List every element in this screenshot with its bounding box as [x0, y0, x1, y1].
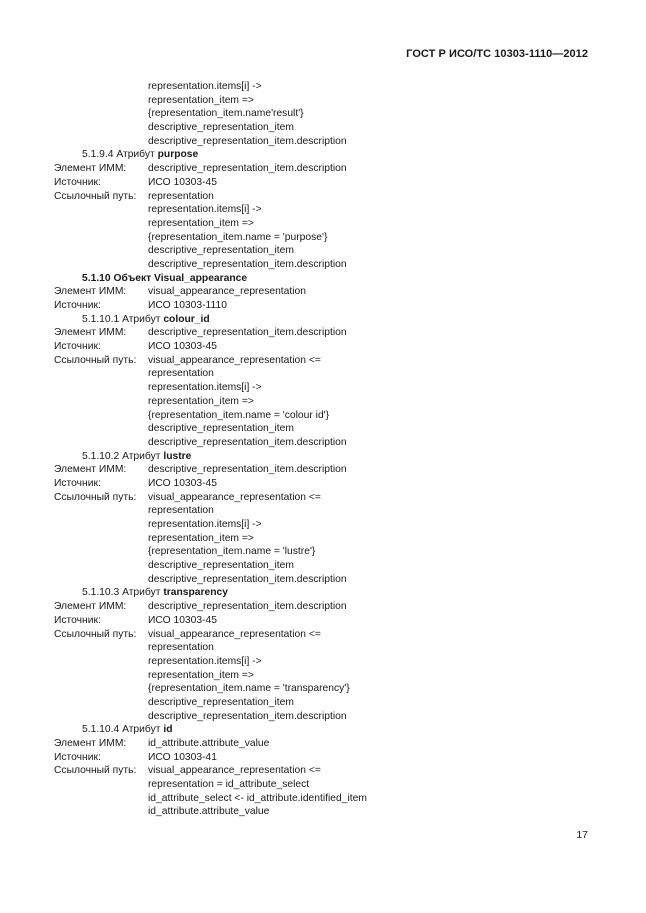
ref-path-line: representation — [148, 368, 214, 380]
section-heading — [54, 450, 614, 464]
ref-path-line: representation_item => — [148, 532, 254, 544]
attribute-name: transparency — [163, 587, 229, 599]
ref-path-row — [54, 628, 614, 642]
ref-path-first: visual_appearance_representation <= — [148, 354, 321, 366]
ref-path-line: representation = id_attribute_select — [148, 779, 310, 791]
source-value: ИСО 10303-1110 — [148, 300, 227, 311]
document-body — [54, 80, 614, 819]
element-value: descriptive_representation_item.description — [148, 464, 347, 476]
element-label: Элемент ИММ: — [54, 464, 127, 476]
source-label: Источник: — [54, 341, 101, 353]
source-label: Источник: — [54, 751, 101, 763]
section-number: 5.1.10.1 Атрибут — [82, 313, 161, 325]
section-heading — [54, 148, 614, 162]
ref-path-row — [54, 354, 614, 368]
ref-path-first: visual_appearance_representation <= — [148, 628, 321, 640]
element-row — [54, 463, 614, 477]
object-heading: 5.1.10 Объект Visual_appearance — [82, 272, 248, 284]
ref-path-label: Ссылочный путь: — [54, 491, 137, 503]
element-value: descriptive_representation_item.description — [148, 601, 347, 613]
element-label: Элемент ИММ: — [54, 601, 127, 613]
ref-path-line: descriptive_representation_item.description — [148, 710, 347, 722]
element-label: Элемент ИММ: — [54, 738, 127, 749]
ref-path-line: descriptive_representation_item.description — [148, 258, 347, 270]
section-number: 5.1.10.2 Атрибут — [82, 450, 161, 462]
ref-path-line: {representation_item.name = 'colour id'} — [148, 409, 330, 421]
ref-path-line: descriptive_representation_item — [148, 245, 294, 257]
ref-path-line: id_attribute.attribute_value — [148, 806, 270, 818]
ref-path-line: descriptive_representation_item — [148, 696, 294, 708]
source-row — [54, 299, 614, 313]
source-label: Источник: — [54, 300, 101, 311]
attribute-name: lustre — [163, 450, 192, 462]
ref-path-line: representation.items[i] -> — [148, 655, 262, 667]
element-value: visual_appearance_representation — [148, 286, 306, 298]
section-heading — [54, 723, 614, 737]
ref-path-line: representation — [148, 505, 214, 517]
element-row — [54, 326, 614, 340]
element-value: id_attribute.attribute_value — [148, 738, 270, 749]
ref-path-line: representation — [148, 642, 214, 654]
section-number: 5.1.10.3 Атрибут — [82, 587, 161, 599]
element-label: Элемент ИММ: — [54, 286, 127, 298]
element-value: descriptive_representation_item.description — [148, 163, 347, 175]
ref-path-line: representation_item => — [148, 395, 254, 407]
element-row — [54, 737, 614, 751]
ref-path-line: descriptive_representation_item.description — [148, 135, 347, 147]
page-number: 17 — [576, 829, 588, 841]
ref-path-line: representation.items[i] -> — [148, 204, 262, 216]
document-header: ГОСТ Р ИСО/ТС 10303-1110—2012 — [406, 48, 588, 60]
element-label: Элемент ИММ: — [54, 327, 127, 339]
source-label: Источник: — [54, 477, 101, 489]
ref-path-line: {representation_item.name = 'purpose'} — [148, 231, 328, 243]
attribute-name: purpose — [157, 149, 199, 161]
element-value: descriptive_representation_item.description — [148, 327, 347, 339]
ref-path-line: representation.items[i] -> — [148, 382, 262, 394]
source-value: ИСО 10303-45 — [148, 477, 217, 489]
ref-path-first: visual_appearance_representation <= — [148, 765, 321, 777]
ref-path-line: descriptive_representation_item — [148, 122, 294, 134]
ref-path-label: Ссылочный путь: — [54, 628, 137, 640]
ref-path-label: Ссылочный путь: — [54, 354, 137, 366]
section-number: 5.1.10.4 Атрибут — [82, 724, 161, 736]
section-heading — [54, 586, 614, 600]
ref-path-first: visual_appearance_representation <= — [148, 491, 321, 503]
source-row — [54, 614, 614, 628]
ref-path-line: descriptive_representation_item — [148, 560, 294, 572]
source-row — [54, 751, 614, 765]
ref-path-line: {representation_item.name'result'} — [148, 108, 304, 120]
ref-path-line: representation.items[i] -> — [148, 519, 262, 530]
section-number: 5.1.9.4 Атрибут — [82, 149, 155, 161]
source-value: ИСО 10303-45 — [148, 614, 217, 626]
ref-path-row — [54, 764, 614, 778]
section-heading — [54, 313, 614, 327]
source-value: ИСО 10303-45 — [148, 341, 217, 353]
source-row — [54, 176, 614, 190]
ref-path-line: descriptive_representation_item — [148, 423, 294, 435]
ref-path-line: representation.items[i] -> — [148, 81, 262, 92]
ref-path-line: descriptive_representation_item.description — [148, 573, 347, 585]
element-row — [54, 600, 614, 614]
ref-path-row — [54, 491, 614, 505]
source-value: ИСО 10303-45 — [148, 176, 217, 188]
source-row — [54, 477, 614, 491]
ref-path-first: representation — [148, 190, 214, 202]
attribute-name: colour_id — [163, 313, 210, 325]
ref-path-line: {representation_item.name = 'transparency'} — [148, 683, 350, 695]
ref-path-line: descriptive_representation_item.description — [148, 436, 347, 448]
ref-path-label: Ссылочный путь: — [54, 765, 137, 777]
element-row — [54, 285, 614, 299]
ref-path-line: representation_item => — [148, 669, 254, 681]
element-label: Элемент ИММ: — [54, 163, 127, 175]
ref-path-line: {representation_item.name = 'lustre'} — [148, 546, 316, 558]
source-value: ИСО 10303-41 — [148, 751, 217, 763]
source-label: Источник: — [54, 176, 101, 188]
ref-path-line: id_attribute_select <- id_attribute.identified_item — [148, 792, 367, 804]
source-label: Источник: — [54, 614, 101, 626]
ref-path-line: representation_item => — [148, 94, 254, 106]
element-row — [54, 162, 614, 176]
source-row — [54, 340, 614, 354]
ref-path-row — [54, 190, 614, 204]
attribute-name: id — [163, 724, 173, 736]
ref-path-label: Ссылочный путь: — [54, 190, 137, 202]
ref-path-line: representation_item => — [148, 217, 254, 229]
